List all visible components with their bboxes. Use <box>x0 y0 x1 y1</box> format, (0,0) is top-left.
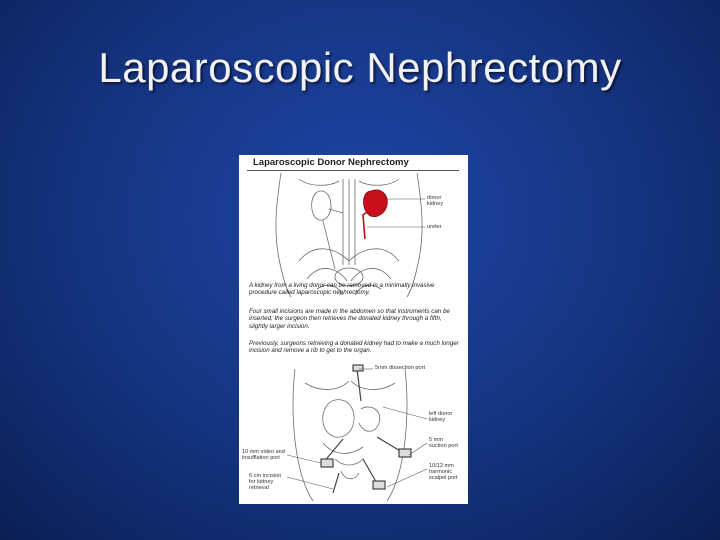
dissection-port-label: 5mm dissection port <box>375 365 426 371</box>
figure-title: Laparoscopic Donor Nephrectomy <box>253 157 409 168</box>
slide-title: Laparoscopic Nephrectomy <box>98 44 622 91</box>
suction-port-label: 5 mm suction port <box>429 437 458 449</box>
donor-kidney-label: donor kidney <box>427 195 444 207</box>
caption-1: A kidney from a living donor can be removed in a minimally invasive procedure called laparoscopic nephrectomy. <box>249 282 435 297</box>
medical-illustration <box>239 155 468 504</box>
caption-3: Previously, surgeons retrieving a donated kidney had to make a much longer incision and remove a rib to get to the organ. <box>249 340 459 355</box>
incision-label: 6 cm incision for kidney retrieval <box>249 473 282 491</box>
anatomy-front-view <box>239 169 468 299</box>
video-port-label: 10 mm video and insufflation port <box>242 449 285 461</box>
left-donor-kidney-label: left donor kidney <box>429 411 453 423</box>
caption-2: Four small incisions are made in the abdomen so that instruments can be inserted; the surgeon then retrieves the donated kidney through a fifth, slightly larger incision. <box>249 308 450 330</box>
harmonic-port-label: 10/12 mm harmonic scalpel port <box>429 463 458 481</box>
ureter-label: ureter <box>427 224 442 230</box>
